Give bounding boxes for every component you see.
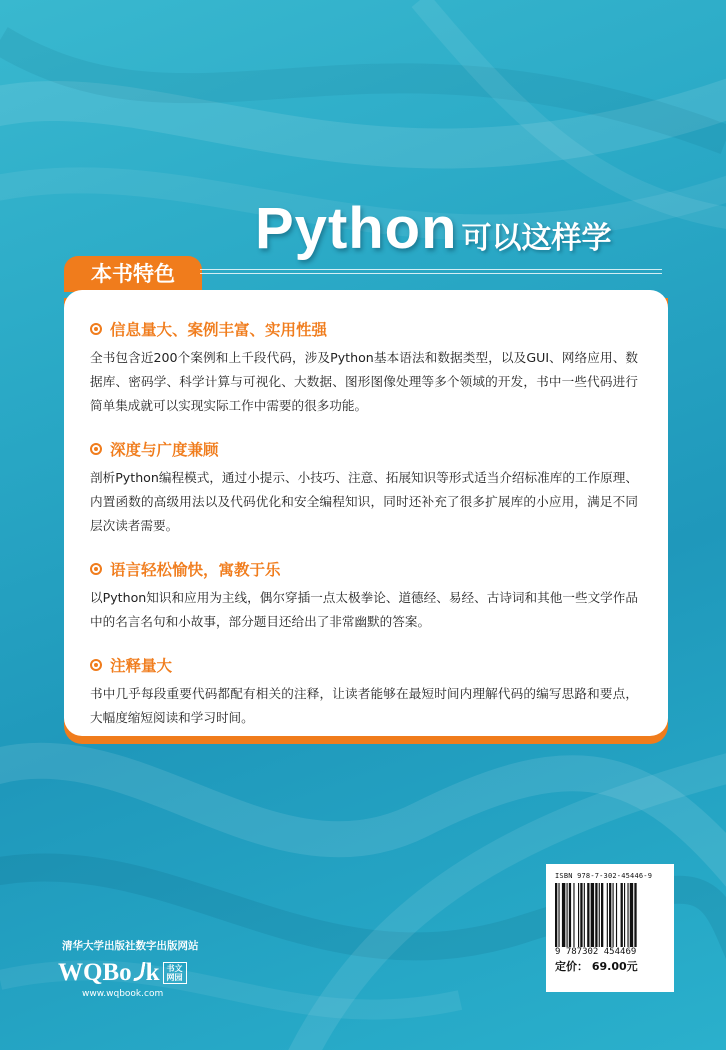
barcode-stripe: [624, 883, 625, 947]
title-chinese: 可以这样学: [461, 221, 612, 256]
barcode-box: [546, 864, 674, 992]
barcode-stripe: [567, 883, 568, 947]
barcode-stripe: [599, 883, 600, 947]
bullseye-icon: [90, 563, 102, 575]
barcode-stripe: [621, 883, 623, 947]
barcode-stripe: [616, 883, 617, 947]
isbn-digits: 9 787302 454469: [555, 947, 637, 957]
feature-title: [90, 654, 638, 676]
isbn-text: ISBN 978-7-302-45446-9: [555, 872, 653, 880]
feature-body: 剖析Python编程模式，通过小提示、小技巧、注意、拓展知识等形式适当介绍标准库的工作原理、内置函数的高级用法以及代码优化和安全编程知识，同时还补充了很多扩展库的小应用，满足不同层次读者需要。: [90, 470, 638, 533]
feature-body: 全书包含近200个案例和上千段代码，涉及Python基本语法和数据类型，以及GUI、网络应用、数据库、密码学、科学计算与可视化、大数据、图形图像处理等多个领域的开发，书中一些代码进行简单集成就可以实现实际工作中需要的很多功能。: [90, 350, 638, 413]
feature-section: [90, 438, 638, 538]
bullseye-icon: [90, 443, 102, 455]
features-tag: 本书特色: [64, 256, 202, 292]
barcode-stripe: [601, 883, 603, 947]
barcode-stripe: [573, 883, 574, 947]
cover-title: [255, 195, 675, 265]
feature-body: 以Python知识和应用为主线，偶尔穿插一点太极拳论、道德经、易经、古诗词和其他一些文学作品中的名言名句和小故事，部分题目还给出了非常幽默的答案。: [90, 590, 638, 629]
barcode-bars: [555, 883, 665, 947]
barcode-stripe: [613, 883, 614, 947]
book-hook-icon: [132, 962, 146, 984]
logo-text-end: k: [145, 959, 160, 986]
price-label: 定价： 69.00元: [555, 960, 638, 973]
feature-title: [90, 558, 638, 580]
feature-title-text: 语言轻松愉快，寓教于乐: [110, 561, 281, 579]
barcode-stripe: [591, 883, 594, 947]
barcode-stripe: [595, 883, 597, 947]
publisher-logo: [58, 959, 199, 987]
publisher-name: 清华大学出版社数字出版网站: [62, 940, 199, 952]
feature-title-text: 信息量大、案例丰富、实用性强: [110, 321, 328, 339]
barcode-stripe: [627, 883, 628, 947]
decorative-lines: [200, 269, 662, 277]
feature-section: [90, 558, 638, 634]
barcode-stripe: [607, 883, 608, 947]
bullseye-icon: [90, 323, 102, 335]
publisher-block: [58, 938, 199, 999]
feature-section: [90, 318, 638, 418]
barcode-stripe: [587, 883, 589, 947]
barcode-stripe: [630, 883, 633, 947]
barcode-stripe: [578, 883, 579, 947]
bullseye-icon: [90, 659, 102, 671]
feature-title: [90, 318, 638, 340]
feature-title: [90, 438, 638, 460]
barcode-stripe: [584, 883, 585, 947]
barcode-stripe: [580, 883, 582, 947]
title-english: Python: [255, 196, 458, 261]
feature-body: 书中几乎每段重要代码都配有相关的注释，让读者能够在最短时间内理解代码的编写思路和要点，大幅度缩短阅读和学习时间。: [90, 686, 638, 725]
features-card: [64, 290, 668, 736]
barcode-stripe: [609, 883, 611, 947]
barcode-stripe: [569, 883, 571, 947]
barcode-stripe: [555, 883, 557, 947]
barcode-stripe: [634, 883, 636, 947]
publisher-badge: 书文网园: [163, 962, 187, 984]
barcode-stripe: [562, 883, 565, 947]
logo-text: WQBo: [58, 959, 132, 986]
feature-title-text: 深度与广度兼顾: [110, 441, 219, 459]
feature-section: [90, 654, 638, 730]
publisher-url: www.wqbook.com: [82, 989, 164, 999]
barcode-stripe: [558, 883, 559, 947]
feature-title-text: 注释量大: [110, 657, 173, 675]
